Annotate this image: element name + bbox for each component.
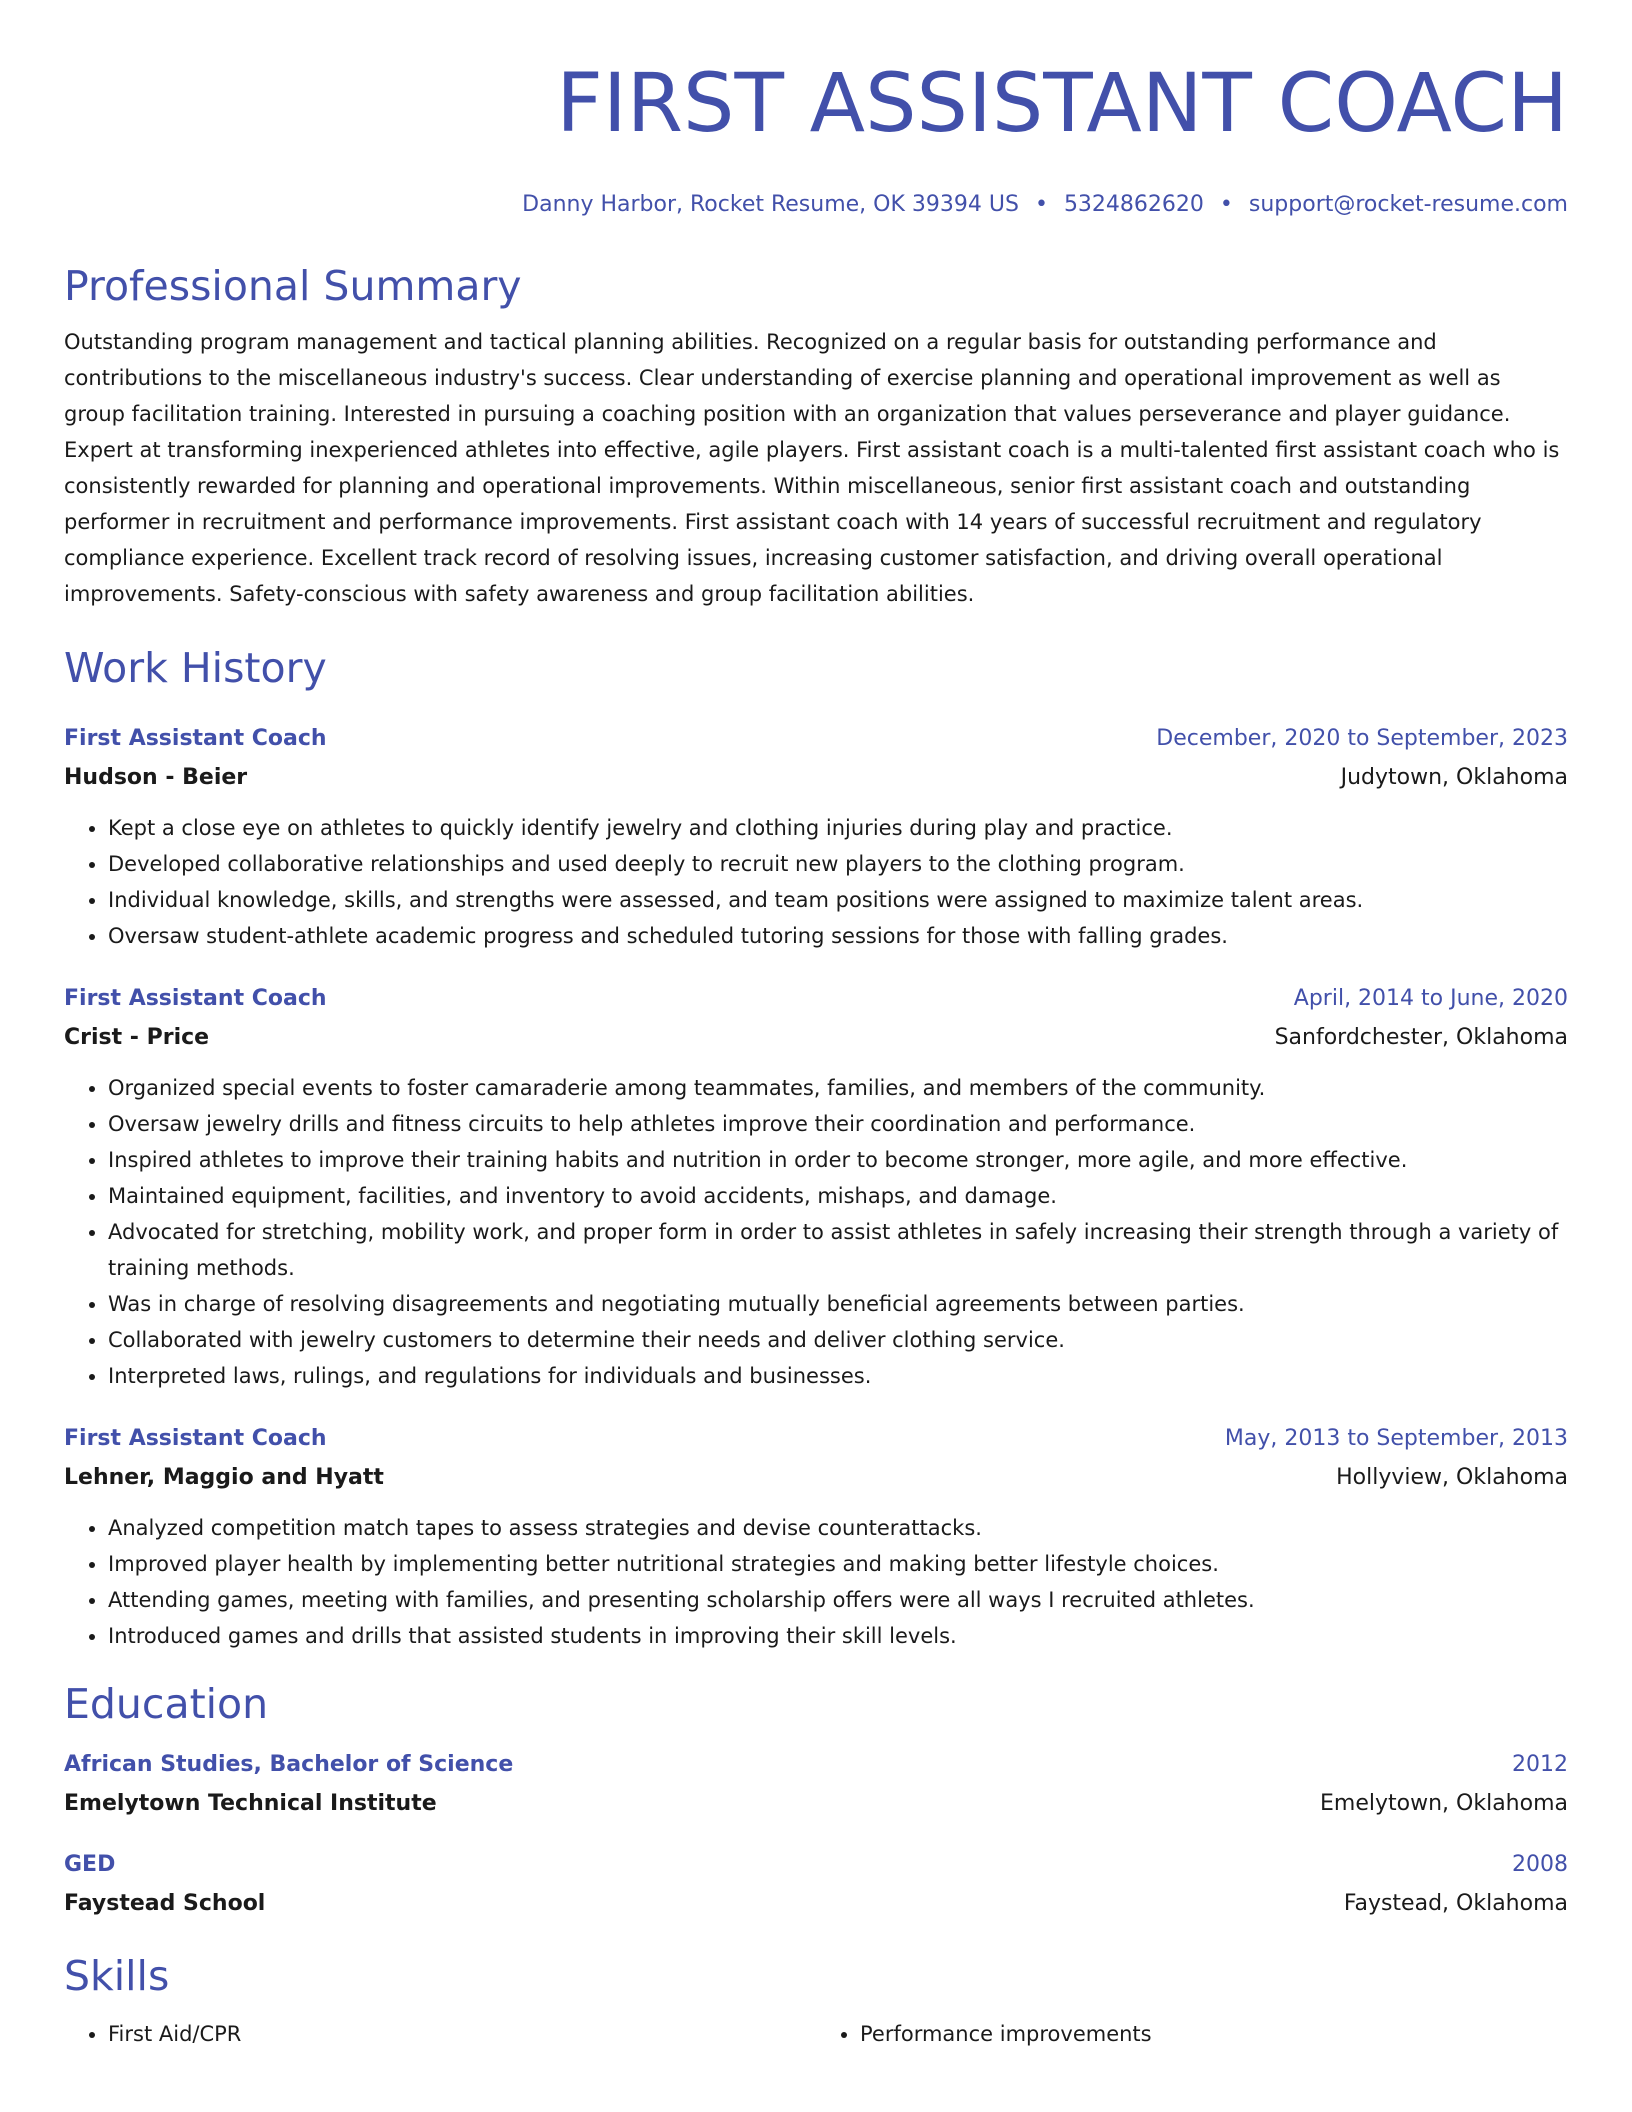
job-title: First Assistant Coach <box>64 726 327 751</box>
job-company: Hudson - Beier <box>64 765 248 790</box>
job-company: Lehner, Maggio and Hyatt <box>64 1465 384 1490</box>
skill-item: • Performance improvements <box>860 2016 1568 2052</box>
job-bullet: • Improved player health by implementing better nutritional strategies and making better lifestyle choices. <box>108 1546 1568 1582</box>
education-year: 2008 <box>1512 1852 1568 1877</box>
contact-address: Danny Harbor, Rocket Resume, OK 39394 US <box>522 192 1019 217</box>
job-bullet: • Advocated for stretching, mobility work, and proper form in order to assist athletes in safely increasing their strength through a variety of training methods. <box>108 1214 1568 1286</box>
job-bullet: • Developed collaborative relationships and used deeply to recruit new players to the clothing program. <box>108 846 1568 882</box>
contact-separator: • <box>1219 192 1233 217</box>
job-location: Sanfordchester, Oklahoma <box>1274 1025 1568 1050</box>
job-bullet: • Collaborated with jewelry customers to determine their needs and deliver clothing service. <box>108 1322 1568 1358</box>
job-bullet: • Individual knowledge, skills, and strengths were assessed, and team positions were assigned to maximize talent areas. <box>108 882 1568 918</box>
job-bullet: • Oversaw jewelry drills and fitness circuits to help athletes improve their coordination and performance. <box>108 1106 1568 1142</box>
education-location: Faystead, Oklahoma <box>1343 1891 1568 1916</box>
job-bullet: • Was in charge of resolving disagreements and negotiating mutually beneficial agreements between parties. <box>108 1286 1568 1322</box>
job-entry <box>64 722 1568 954</box>
job-entry <box>64 982 1568 1394</box>
education-location: Emelytown, Oklahoma <box>1320 1791 1568 1816</box>
skills-list <box>64 2016 1568 2052</box>
job-bullet: • Analyzed competition match tapes to assess strategies and devise counterattacks. <box>108 1510 1568 1546</box>
contact-line <box>64 190 1568 220</box>
education-year: 2012 <box>1512 1752 1568 1777</box>
job-bullets <box>64 810 1568 954</box>
job-location: Judytown, Oklahoma <box>1340 765 1568 790</box>
job-bullet: • Oversaw student-athlete academic progress and scheduled tutoring sessions for those with falling grades. <box>108 918 1568 954</box>
job-location: Hollyview, Oklahoma <box>1336 1465 1568 1490</box>
skills-column-right <box>816 2016 1568 2052</box>
job-title: First Assistant Coach <box>64 1426 327 1451</box>
contact-email: support@rocket-resume.com <box>1248 192 1568 217</box>
summary-heading: Professional Summary <box>64 262 522 310</box>
job-bullet: • Attending games, meeting with families, and presenting scholarship offers were all ways I recruited athletes. <box>108 1582 1568 1618</box>
job-dates: May, 2013 to September, 2013 <box>1224 1426 1568 1451</box>
education-degree: African Studies, Bachelor of Science <box>64 1752 514 1777</box>
job-bullets <box>64 1510 1568 1654</box>
resume-title: FIRST ASSISTANT COACH <box>556 57 1568 151</box>
job-dates: April, 2014 to June, 2020 <box>1293 986 1568 1011</box>
job-title: First Assistant Coach <box>64 986 327 1011</box>
job-bullet: • Organized special events to foster camaraderie among teammates, families, and members of the community. <box>108 1070 1568 1106</box>
skills-heading: Skills <box>64 1952 170 2000</box>
skills-column-left <box>64 2016 816 2052</box>
job-bullet: • Introduced games and drills that assisted students in improving their skill levels. <box>108 1618 1568 1654</box>
education-entry <box>64 1748 1568 1822</box>
job-company: Crist - Price <box>64 1025 210 1050</box>
job-dates: December, 2020 to September, 2023 <box>1156 726 1568 751</box>
education-heading: Education <box>64 1680 269 1728</box>
job-bullet: • Inspired athletes to improve their training habits and nutrition in order to become stronger, more agile, and more effective. <box>108 1142 1568 1178</box>
job-bullet: • Interpreted laws, rulings, and regulations for individuals and businesses. <box>108 1358 1568 1394</box>
work-history-heading: Work History <box>64 644 327 692</box>
education-degree: GED <box>64 1852 116 1877</box>
job-bullet: • Kept a close eye on athletes to quickly identify jewelry and clothing injuries during play and practice. <box>108 810 1568 846</box>
contact-separator: • <box>1034 192 1048 217</box>
contact-phone: 5324862620 <box>1063 192 1204 217</box>
education-school: Faystead School <box>64 1891 266 1916</box>
job-bullets <box>64 1070 1568 1394</box>
job-bullet: • Maintained equipment, facilities, and inventory to avoid accidents, mishaps, and damage. <box>108 1178 1568 1214</box>
education-school: Emelytown Technical Institute <box>64 1791 437 1816</box>
education-entry <box>64 1848 1568 1922</box>
summary-text: Outstanding program management and tactical planning abilities. Recognized on a regular basis for outstanding performance and contributions to the miscellaneous industry's success. Clear understanding of exercise planning and operational improvement as well as group facilitation training. Interested in pursuing a coaching position with an organization that values perseverance and player guidance. Expert at transforming inexperienced athletes into effective, agile players. First assistant coach is a multi-talented first assistant coach who is consistently rewarded for planning and operational improvements. Within miscellaneous, senior first assistant coach and outstanding performer in recruitment and performance improvements. First assistant coach with 14 years of successful recruitment and regulatory compliance experience. Excellent track record of resolving issues, increasing customer satisfaction, and driving overall operational improvements. Safety-conscious with safety awareness and group facilitation abilities. <box>64 330 1560 606</box>
job-entry <box>64 1422 1568 1654</box>
skill-item: • First Aid/CPR <box>108 2016 816 2052</box>
